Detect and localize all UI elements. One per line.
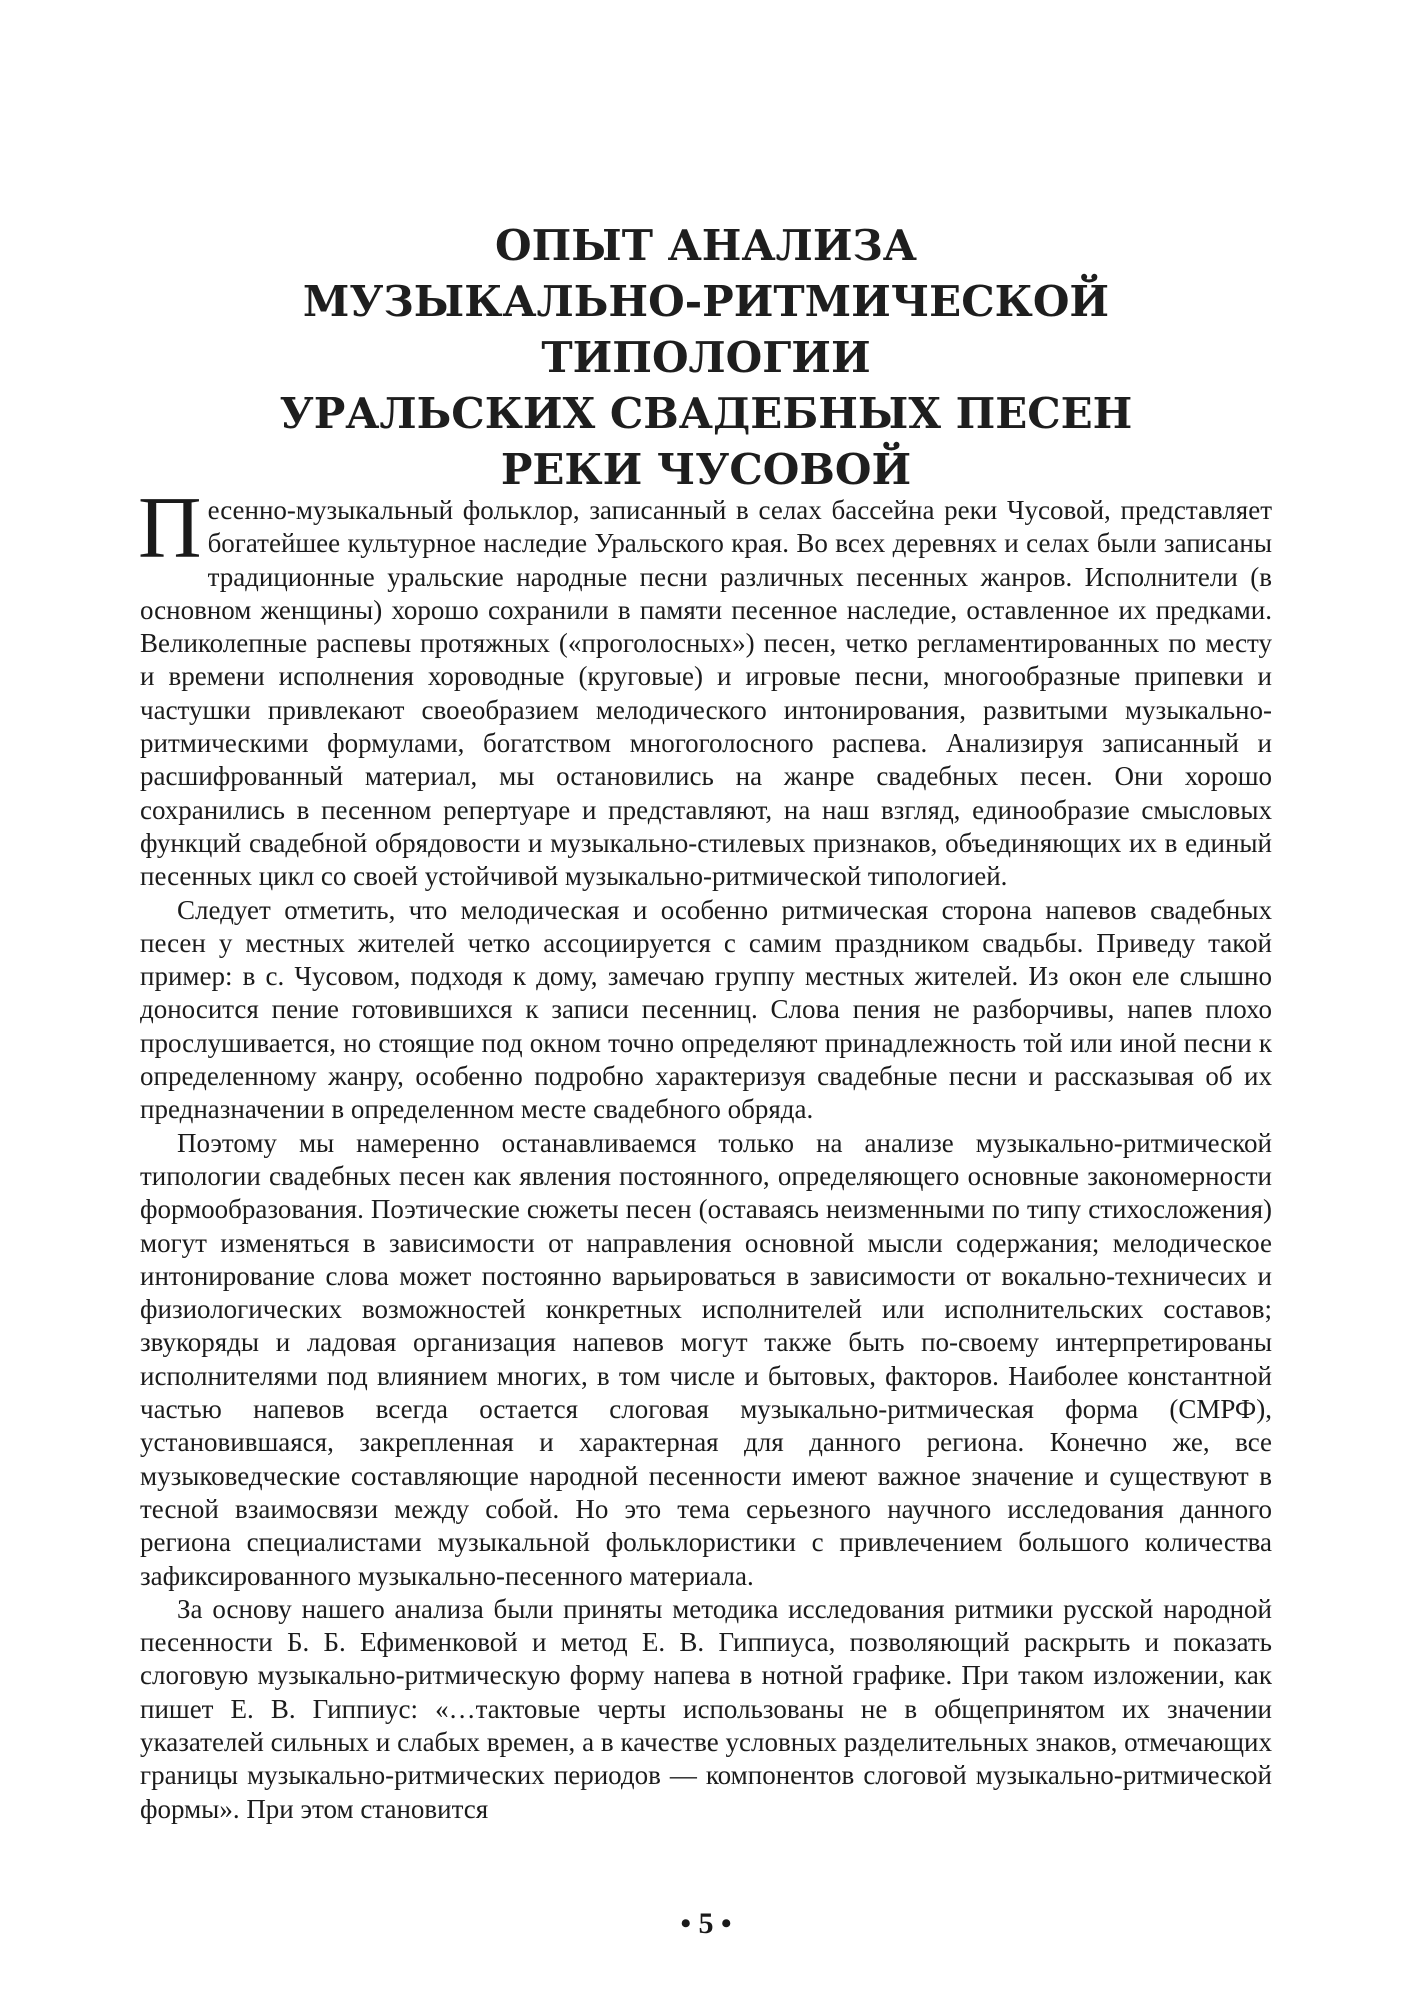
page-number: • 5 • <box>680 1907 732 1940</box>
drop-cap: П <box>138 480 202 577</box>
title-line-3: УРАЛЬСКИХ СВАДЕБНЫХ ПЕСЕН <box>279 389 1133 438</box>
title-line-4: РЕКИ ЧУСОВОЙ <box>500 445 912 494</box>
paragraph-4: За основу нашего анализа были приняты методика исследования ритмики русской народной песенности Б. Б. Ефименковой и метод Е. В. Гиппиуса, позволяющий раскрыть и показать слоговую музыкально-ритмическую форму напева в нотной графике. При таком изложении, как пишет Е. В. Гиппиус: «…тактовые черты использованы не в общепринятом их значении указателей сильных и слабых времен, а в качестве условных разделительных знаков, отмечающих границы музыкально-ритмических периодов — компонентов слоговой музыкально-ритмической формы». При этом становится <box>140 1593 1272 1824</box>
paragraph-3: Поэтому мы намеренно останавливаемся только на анализе музыкально-ритмической типологии свадебных песен как явления постоянного, определяющего основные закономерности формообразования. Поэтические сюжеты песен (оставаясь неизменными по типу стихосложения) могут изменяться в зависимости от направления основной мысли содержания; мелодическое интонирование слова может постоянно варьироваться в зависимости от вокально-техничесих и физиологических возможностей конкретных исполнителей или исполнительских составов; звукоряды и ладовая организация напевов могут также быть по-своему интерпретированы исполнителями под влиянием многих, в том числе и бытовых, факторов. Наиболее константной частью напевов всегда остается слоговая музыкально-ритмическая форма (СМРФ), установившаяся, закрепленная и характерная для данного региона. Конечно же, все музыковедческие составляющие народной песенности имеют важное значение и существуют в тесной взаимосвязи между собой. Но это тема серьезного научного исследования данного региона специалистами музыкальной фольклористики с привлечением большого количества зафиксированного музыкально-песенного материала. <box>140 1127 1272 1591</box>
article-body <box>138 480 1272 1826</box>
title-line-2: МУЗЫКАЛЬНО-РИТМИЧЕСКОЙ ТИПОЛОГИИ <box>302 277 1110 382</box>
paragraph-1 <box>138 480 1272 894</box>
document-page <box>140 0 1272 2000</box>
paragraph-1-text: есенно-музыкальный фольклор, записанный в селах бассейна реки Чусовой, представляет богатейшее культурное наследие Уральского края. Во всех деревнях и селах были записаны традиционные уральские народные песни различных песенных жанров. Исполнители (в основном женщины) хорошо сохранили в памяти песенное наследие, оставленное их предками. Великолепные распевы протяжных («проголосных») песен, четко регламентированных по месту и времени исполнения хороводные (круговые) и игровые песни, многообразные припевки и частушки привлекают своеобразием мелодического интонирования, развитыми музыкально-ритмическими формулами, богатством многоголосного распева. Анализируя записанный и расшифрованный материал, мы остановились на жанре свадебных песен. Они хорошо сохранились в песенном репертуаре и представляют, на наш взгляд, единообразие смысловых функций свадебной обрядовости и музыкально-стилевых признаков, объединяющих их в единый песенных цикл со своей устойчивой музыкально-ритмической типологией. <box>140 495 1272 892</box>
title-line-1: ОПЫТ АНАЛИЗА <box>494 221 917 270</box>
paragraph-2: Следует отметить, что мелодическая и особенно ритмическая сторона напевов свадебных песен у местных жителей четко ассоциируется с самим праздником свадьбы. Приведу такой пример: в с. Чусовом, подходя к дому, замечаю группу местных жителей. Из окон еле слышно доносится пение готовившихся к записи песенниц. Слова пения не разборчивы, напев плохо прослушивается, но стоящие под окном точно определяют принадлежность той или иной песни к определенному жанру, особенно подробно характеризуя свадебные песни и рассказывая об их предназначении в определенном месте свадебного обряда. <box>140 894 1272 1125</box>
article-title <box>140 218 1272 498</box>
